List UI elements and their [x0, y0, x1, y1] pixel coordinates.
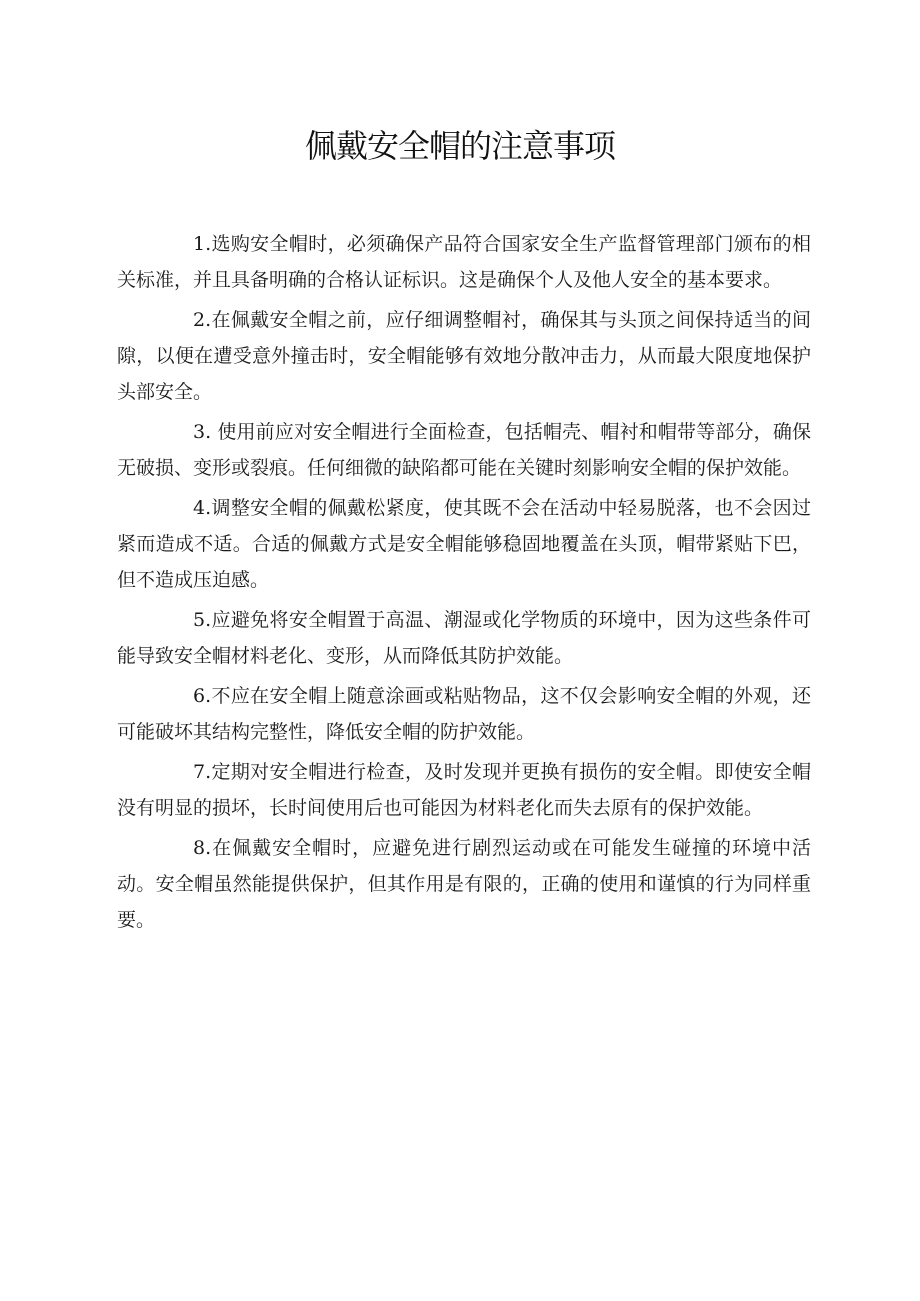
item-text: .调整安全帽的佩戴松紧度，使其既不会在活动中轻易脱落，也不会因过紧而造成不适。合适的佩戴方式是安全帽能够稳固地覆盖在头顶，帽带紧贴下巴，但不造成压迫感。 [117, 497, 811, 591]
list-item [117, 830, 811, 938]
item-number: 5 [193, 609, 206, 631]
list-item [117, 490, 811, 598]
page-title: 佩戴安全帽的注意事项 [304, 127, 615, 165]
item-number: 4 [193, 497, 206, 519]
list-item [117, 414, 811, 486]
list-item [117, 602, 811, 674]
item-number: 6 [193, 685, 206, 707]
item-text: .在佩戴安全帽时，应避免进行剧烈运动或在可能发生碰撞的环境中活动。安全帽虽然能提供保护，但其作用是有限的，正确的使用和谨慎的行为同样重要。 [117, 837, 811, 931]
item-text: .不应在安全帽上随意涂画或粘贴物品，这不仅会影响安全帽的外观，还可能破坏其结构完整性，降低安全帽的防护效能。 [117, 685, 811, 743]
list-item [117, 678, 811, 750]
item-text: .应避免将安全帽置于高温、潮湿或化学物质的环境中，因为这些条件可能导致安全帽材料老化、变形，从而降低其防护效能。 [117, 609, 811, 667]
item-text: . 使用前应对安全帽进行全面检查，包括帽壳、帽衬和帽带等部分，确保无破损、变形或裂痕。任何细微的缺陷都可能在关键时刻影响安全帽的保护效能。 [117, 421, 811, 479]
item-number: 1 [193, 233, 206, 255]
item-number: 3 [193, 421, 206, 443]
list-item [117, 754, 811, 826]
list-item [117, 226, 811, 298]
item-text: .选购安全帽时，必须确保产品符合国家安全生产监督管理部门颁布的相关标准，并且具备明确的合格认证标识。这是确保个人及他人安全的基本要求。 [117, 233, 811, 291]
item-number: 2 [193, 309, 206, 331]
item-number: 8 [193, 837, 206, 859]
list-item [117, 302, 811, 410]
item-text: .在佩戴安全帽之前，应仔细调整帽衬，确保其与头顶之间保持适当的间隙，以便在遭受意外撞击时，安全帽能够有效地分散冲击力，从而最大限度地保护头部安全。 [117, 309, 811, 403]
item-text: .定期对安全帽进行检查，及时发现并更换有损伤的安全帽。即使安全帽没有明显的损坏，长时间使用后也可能因为材料老化而失去原有的保护效能。 [117, 761, 811, 819]
item-number: 7 [193, 761, 206, 783]
precautions-list [117, 226, 811, 942]
